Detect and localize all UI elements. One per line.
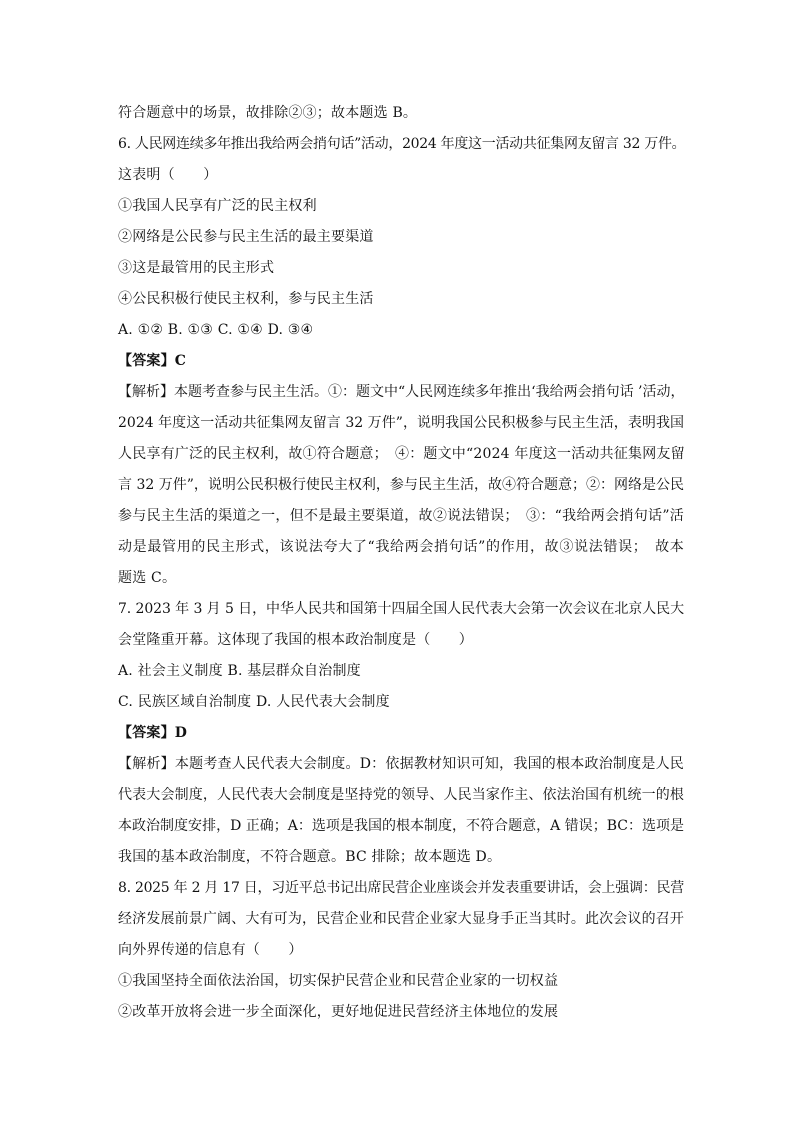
question-7-stem: 7. 2023 年 3 月 5 日，中华人民共和国第十四届全国人民代表大会第一次会议在北京人民大 (118, 601, 684, 617)
question-6-statement-4: ④公民积极行使民主权利，参与民主生活 (118, 291, 374, 307)
question-6-analysis-cont: 2024 年度这一活动共征集网友留言 32 万件”，说明我国公民积极参与民主生活，表明我国 (118, 415, 684, 431)
question-7-options-ab: A. 社会主义制度 B. 基层群众自治制度 (118, 663, 361, 679)
question-6-analysis-end: 题选 C。 (118, 570, 177, 586)
question-7-analysis-end: 我国的基本政治制度，不符合题意。BC 排除；故本题选 D。 (118, 849, 502, 865)
question-7-answer: 【答案】D (118, 725, 188, 741)
question-6-answer: 【答案】C (118, 353, 187, 369)
question-8-statement-1: ①我国坚持全面依法治国，切实保护民营企业和民营企业家的一切权益 (118, 973, 559, 989)
question-7-analysis: 【解析】本题考查人民代表大会制度。D：依据教材知识可知，我国的根本政治制度是人民 (118, 756, 684, 772)
question-6-statement-2: ②网络是公民参与民主生活的最主要渠道 (118, 229, 374, 245)
question-6-analysis-cont: 动是最管用的民主形式，该说法夸大了“我给两会捎句话”的作用，故③说法错误； 故本 (118, 539, 684, 555)
question-8-stem-cont: 经济发展前景广阔、大有可为，民营企业和民营企业家大显身手正当其时。此次会议的召开 (118, 911, 684, 927)
question-8-stem-cont: 向外界传递的信息有（ ） (118, 942, 303, 958)
question-7-stem-cont: 会堂隆重开幕。这体现了我国的根本政治制度是（ ） (118, 632, 473, 648)
question-8-statement-2: ②改革开放将会进一步全面深化，更好地促进民营经济主体地位的发展 (118, 1004, 559, 1020)
question-6-statement-3: ③这是最管用的民主形式 (118, 260, 275, 276)
question-7-analysis-cont: 本政治制度安排，D 正确；A：选项是我国的根本制度，不符合题意，A 错误；BC：选项是 (118, 818, 684, 834)
question-6-analysis-cont: 人民享有广泛的民主权利，故①符合题意； ④：题文中“2024 年度这一活动共征集网友留 (118, 446, 685, 462)
question-6-analysis-cont: 参与民主生活的渠道之一，但不是最主要渠道，故②说法错误； ③：“我给两会捎句话”活 (118, 508, 684, 524)
question-6-stem: 6. 人民网连续多年推出我给两会捎句话”活动，2024 年度这一活动共征集网友留言 32 万件。 (118, 136, 686, 152)
question-6-options: A. ①② B. ①③ C. ①④ D. ③④ (118, 322, 314, 338)
question-6-analysis-cont: 言 32 万件”，说明公民积极行使民主权利，参与民主生活，故④符合题意；②：网络是公民 (118, 477, 684, 493)
text-line: 符合题意中的场景，故排除②③；故本题选 B。 (118, 105, 418, 121)
question-8-stem: 8. 2025 年 2 月 17 日，习近平总书记出席民营企业座谈会并发表重要讲话，会上强调：民营 (118, 880, 684, 896)
question-7-analysis-cont: 代表大会制度，人民代表大会制度是坚持党的领导、人民当家作主、依法治国有机统一的根 (118, 787, 684, 803)
question-7-options-cd: C. 民族区域自治制度 D. 人民代表大会制度 (118, 694, 390, 710)
question-6-analysis: 【解析】本题考查参与民主生活。①：题文中“人民网连续多年推出‘我给两会捎句话 ’活动， (118, 384, 685, 400)
question-6-stem-cont: 这表明（ ） (118, 167, 218, 183)
question-6-statement-1: ①我国人民享有广泛的民主权利 (118, 198, 317, 214)
